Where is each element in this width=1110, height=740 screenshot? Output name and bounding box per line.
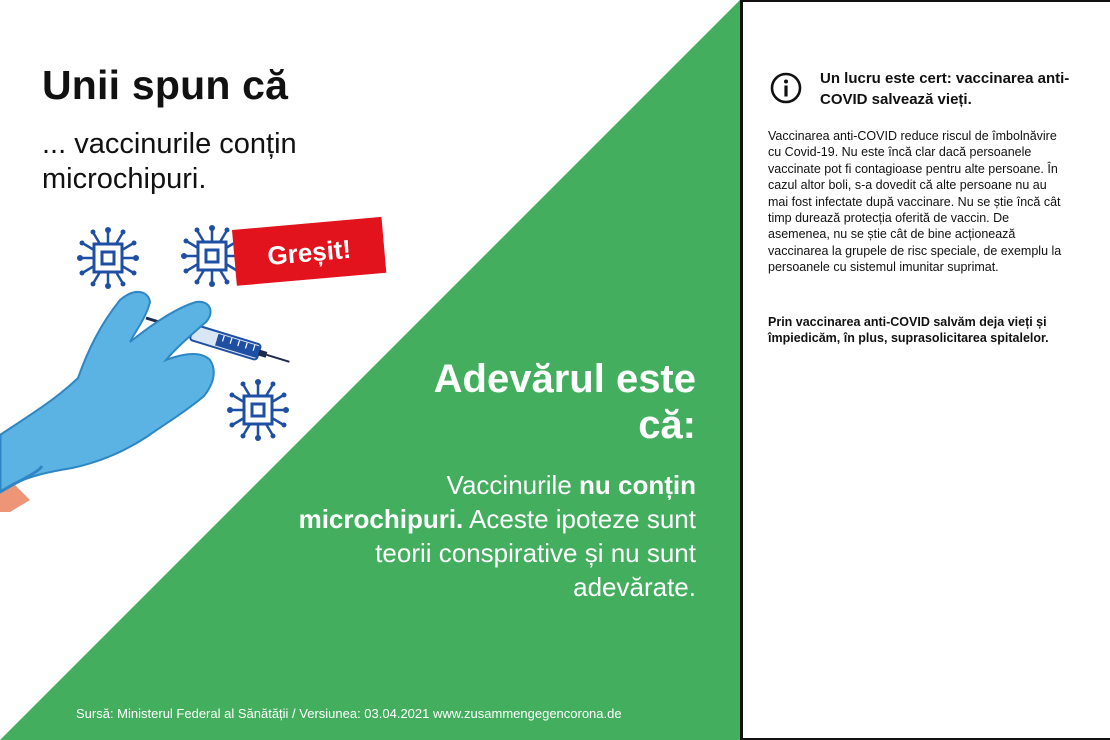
info-box	[740, 0, 1110, 740]
virus-icon	[227, 379, 289, 441]
svg-text:Greșit!: Greșit!	[266, 233, 353, 271]
info-body: Vaccinarea anti-COVID reduce riscul de îmbolnăvire cu Covid-19. Nu este încă clar dacă persoanele vaccinate pot fi contagioase pentru alte persoane. În cazul altor boli, s-a dovedit că alte persoane nu au mai fost infectate după vaccinare. Nu se știe încă cât timp durează protecția oferită de vaccin. De asemenea, nu se știe cât de bine acționează vaccinarea la grupele de risc speciale, de exemplu la persoanele cu sistemul imunitar suprimat.	[768, 129, 1062, 275]
gloved-hand-icon	[0, 292, 214, 512]
source-footer: Sursă: Ministerul Federal al Sănătății / Versiunea: 03.04.2021 www.zusammengegencorona.de	[76, 706, 622, 721]
myth-title: Unii spun că	[42, 62, 289, 108]
info-title: Un lucru este cert: vaccinarea anti-COVID salvează vieți.	[820, 70, 1070, 108]
info-conclusion: Prin vaccinarea anti-COVID salvăm deja vieți și împiedicăm, în plus, suprasolicitarea spitalelor.	[768, 315, 1049, 346]
stamp-label	[232, 217, 386, 286]
truth-emphasis: nu conțin microchipuri.	[298, 470, 696, 534]
myth-claim: ... vaccinurile conțin microchipuri.	[42, 128, 297, 195]
truth-heading: Adevărul este că:	[433, 357, 696, 447]
info-icon	[770, 72, 802, 104]
truth-text: Vaccinurile nu conțin microchipuri. Aceste ipoteze sunt teorii conspirative și nu sunt adevărate.	[298, 470, 696, 602]
virus-icon	[77, 227, 139, 289]
